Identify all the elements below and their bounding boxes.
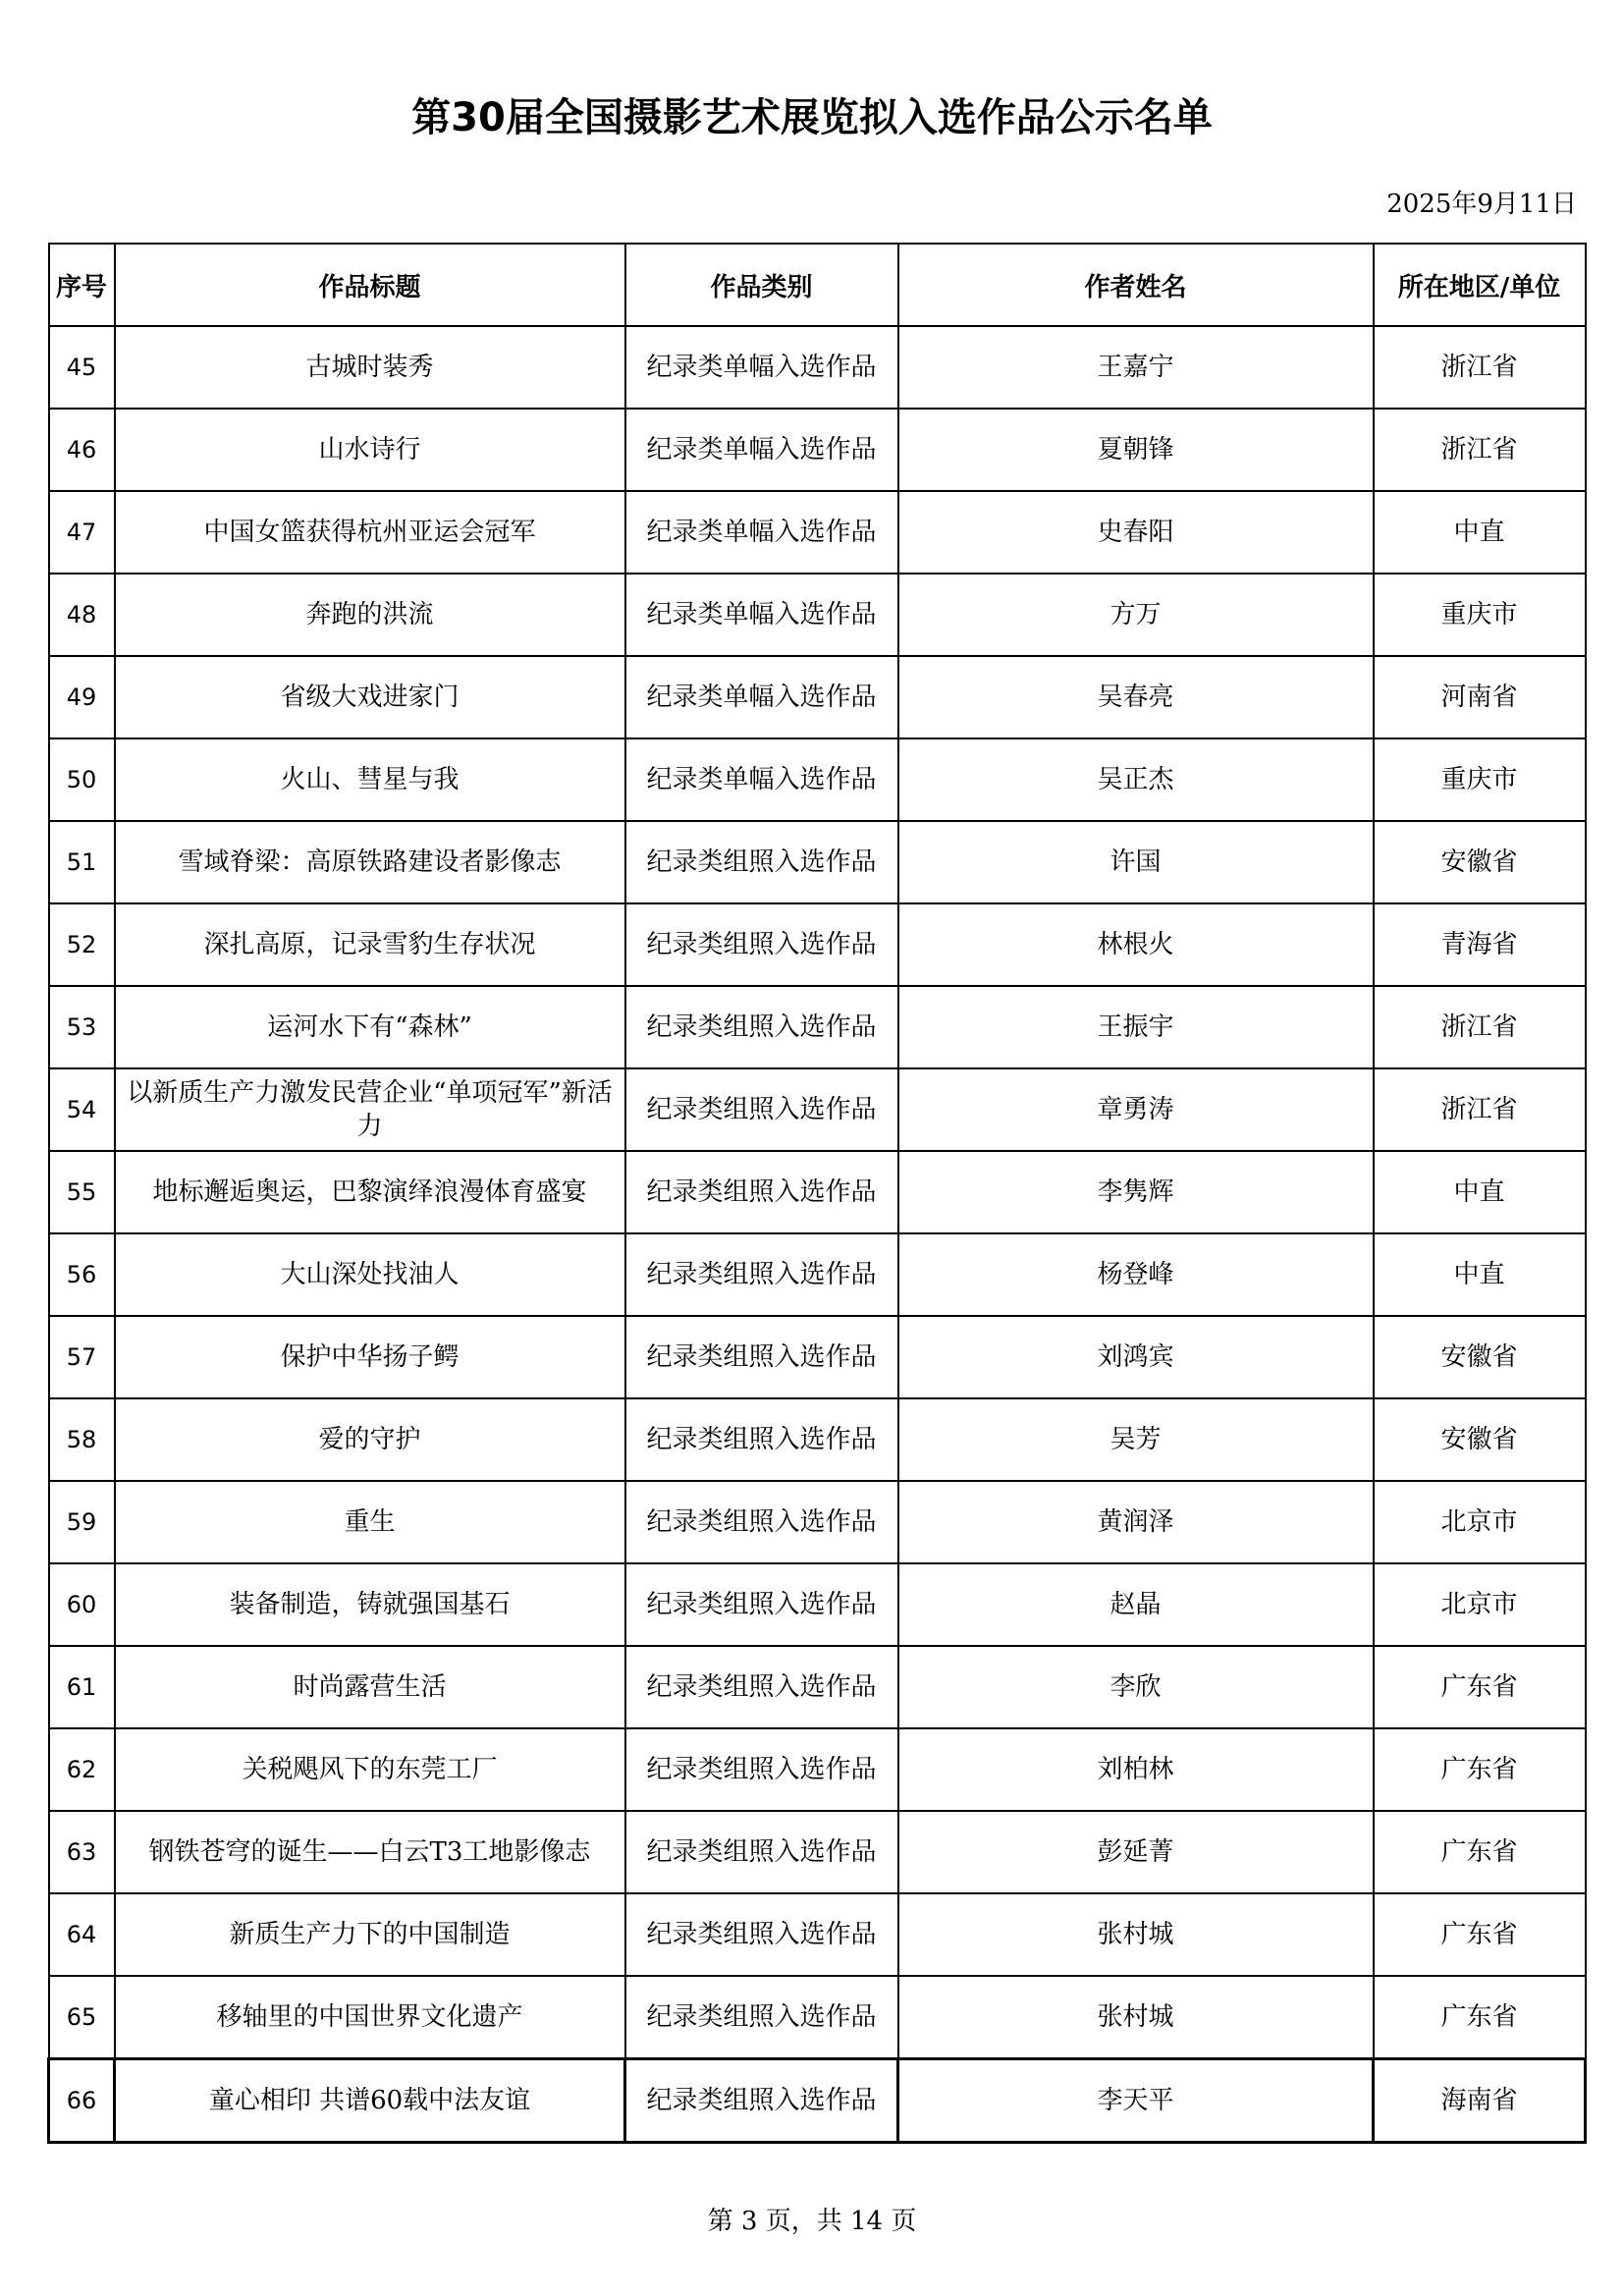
cell-region: 广东省 (1374, 1728, 1586, 1811)
cell-category: 纪录类组照入选作品 (625, 1976, 898, 2059)
cell-number: 46 (49, 409, 115, 491)
cell-work-title: 钢铁苍穹的诞生——白云T3工地影像志 (115, 1811, 625, 1893)
header-region: 所在地区/单位 (1374, 244, 1586, 326)
cell-author: 史春阳 (898, 491, 1374, 574)
table-row (49, 409, 1586, 491)
table-row (49, 903, 1586, 986)
cell-number: 58 (49, 1398, 115, 1481)
cell-work-title: 山水诗行 (115, 409, 625, 491)
cell-work-title: 火山、彗星与我 (115, 738, 625, 821)
cell-number: 56 (49, 1233, 115, 1316)
cell-region: 中直 (1374, 491, 1586, 574)
table-row (49, 1316, 1586, 1398)
table-row (49, 1976, 1586, 2059)
cell-category: 纪录类单幅入选作品 (625, 409, 898, 491)
cell-number: 62 (49, 1728, 115, 1811)
cell-work-title: 保护中华扬子鳄 (115, 1316, 625, 1398)
cell-work-title: 地标邂逅奥运，巴黎演绎浪漫体育盛宴 (115, 1151, 625, 1233)
cell-work-title: 装备制造，铸就强国基石 (115, 1563, 625, 1646)
cell-number: 52 (49, 903, 115, 986)
publish-date: 2025年9月11日 (1386, 190, 1577, 219)
table-row (49, 656, 1586, 738)
cell-work-title: 大山深处找油人 (115, 1233, 625, 1316)
cell-number: 66 (49, 2059, 115, 2143)
cell-work-title: 奔跑的洪流 (115, 574, 625, 656)
header-number: 序号 (49, 244, 115, 326)
cell-category: 纪录类组照入选作品 (625, 1151, 898, 1233)
header-author: 作者姓名 (898, 244, 1374, 326)
cell-region: 重庆市 (1374, 738, 1586, 821)
cell-author: 张村城 (898, 1976, 1374, 2059)
table-row (49, 1398, 1586, 1481)
cell-category: 纪录类组照入选作品 (625, 1316, 898, 1398)
cell-number: 59 (49, 1481, 115, 1563)
cell-region: 广东省 (1374, 1646, 1586, 1728)
cell-region: 浙江省 (1374, 409, 1586, 491)
table-row (49, 1481, 1586, 1563)
cell-author: 李天平 (898, 2059, 1374, 2143)
page-footer: 第 3 页，共 14 页 (707, 2207, 917, 2236)
cell-region: 中直 (1374, 1151, 1586, 1233)
cell-author: 王振宇 (898, 986, 1374, 1068)
cell-author: 赵晶 (898, 1563, 1374, 1646)
cell-region: 中直 (1374, 1233, 1586, 1316)
table-row (49, 1893, 1586, 1976)
table-row (49, 986, 1586, 1068)
cell-work-title: 以新质生产力激发民营企业“单项冠军”新活力 (115, 1068, 625, 1151)
cell-category: 纪录类单幅入选作品 (625, 738, 898, 821)
cell-work-title: 深扎高原，记录雪豹生存状况 (115, 903, 625, 986)
table-body (49, 326, 1586, 2143)
table-row (49, 1728, 1586, 1811)
cell-category: 纪录类组照入选作品 (625, 1398, 898, 1481)
cell-author: 李欣 (898, 1646, 1374, 1728)
cell-number: 57 (49, 1316, 115, 1398)
cell-work-title: 童心相印 共谱60载中法友谊 (115, 2059, 625, 2143)
cell-number: 49 (49, 656, 115, 738)
cell-region: 安徽省 (1374, 1316, 1586, 1398)
cell-author: 张村城 (898, 1893, 1374, 1976)
cell-author: 吴正杰 (898, 738, 1374, 821)
cell-author: 刘鸿宾 (898, 1316, 1374, 1398)
cell-author: 黄润泽 (898, 1481, 1374, 1563)
header-work-title: 作品标题 (115, 244, 625, 326)
cell-author: 杨登峰 (898, 1233, 1374, 1316)
table-row (49, 491, 1586, 574)
cell-category: 纪录类组照入选作品 (625, 1481, 898, 1563)
cell-number: 51 (49, 821, 115, 903)
cell-author: 李隽辉 (898, 1151, 1374, 1233)
table-row (49, 1068, 1586, 1151)
table-row (49, 1646, 1586, 1728)
cell-category: 纪录类单幅入选作品 (625, 326, 898, 409)
cell-author: 刘柏林 (898, 1728, 1374, 1811)
cell-region: 安徽省 (1374, 1398, 1586, 1481)
cell-category: 纪录类组照入选作品 (625, 1646, 898, 1728)
cell-number: 61 (49, 1646, 115, 1728)
cell-work-title: 中国女篮获得杭州亚运会冠军 (115, 491, 625, 574)
cell-number: 54 (49, 1068, 115, 1151)
page-title: 第30届全国摄影艺术展览拟入选作品公示名单 (411, 95, 1213, 140)
cell-work-title: 爱的守护 (115, 1398, 625, 1481)
cell-category: 纪录类组照入选作品 (625, 1893, 898, 1976)
cell-author: 吴芳 (898, 1398, 1374, 1481)
cell-category: 纪录类组照入选作品 (625, 903, 898, 986)
cell-region: 广东省 (1374, 1811, 1586, 1893)
cell-number: 45 (49, 326, 115, 409)
table-row (49, 574, 1586, 656)
cell-region: 浙江省 (1374, 326, 1586, 409)
cell-author: 许国 (898, 821, 1374, 903)
cell-category: 纪录类组照入选作品 (625, 1563, 898, 1646)
cell-number: 60 (49, 1563, 115, 1646)
cell-author: 林根火 (898, 903, 1374, 986)
cell-number: 63 (49, 1811, 115, 1893)
cell-work-title: 新质生产力下的中国制造 (115, 1893, 625, 1976)
cell-category: 纪录类单幅入选作品 (625, 574, 898, 656)
table-row (49, 821, 1586, 903)
cell-work-title: 时尚露营生活 (115, 1646, 625, 1728)
cell-category: 纪录类单幅入选作品 (625, 656, 898, 738)
cell-author: 方万 (898, 574, 1374, 656)
cell-work-title: 省级大戏进家门 (115, 656, 625, 738)
cell-region: 河南省 (1374, 656, 1586, 738)
cell-work-title: 移轴里的中国世界文化遗产 (115, 1976, 625, 2059)
cell-author: 吴春亮 (898, 656, 1374, 738)
table-row (49, 326, 1586, 409)
table-row (49, 1151, 1586, 1233)
cell-number: 48 (49, 574, 115, 656)
cell-category: 纪录类单幅入选作品 (625, 491, 898, 574)
cell-work-title: 关税飓风下的东莞工厂 (115, 1728, 625, 1811)
cell-number: 50 (49, 738, 115, 821)
cell-author: 彭延菁 (898, 1811, 1374, 1893)
cell-work-title: 运河水下有“森林” (115, 986, 625, 1068)
cell-region: 重庆市 (1374, 574, 1586, 656)
cell-region: 北京市 (1374, 1481, 1586, 1563)
cell-author: 王嘉宁 (898, 326, 1374, 409)
cell-category: 纪录类组照入选作品 (625, 986, 898, 1068)
cell-author: 夏朝锋 (898, 409, 1374, 491)
cell-region: 浙江省 (1374, 1068, 1586, 1151)
candidate-list-table (47, 243, 1587, 2144)
cell-category: 纪录类组照入选作品 (625, 1233, 898, 1316)
cell-region: 广东省 (1374, 1893, 1586, 1976)
table-header-row (49, 244, 1586, 326)
cell-number: 53 (49, 986, 115, 1068)
cell-category: 纪录类组照入选作品 (625, 821, 898, 903)
table-row (49, 2059, 1586, 2143)
cell-category: 纪录类组照入选作品 (625, 1811, 898, 1893)
cell-work-title: 古城时装秀 (115, 326, 625, 409)
cell-author: 章勇涛 (898, 1068, 1374, 1151)
cell-category: 纪录类组照入选作品 (625, 1728, 898, 1811)
table-row (49, 1563, 1586, 1646)
cell-number: 55 (49, 1151, 115, 1233)
table-row (49, 1233, 1586, 1316)
cell-region: 浙江省 (1374, 986, 1586, 1068)
cell-region: 海南省 (1374, 2059, 1586, 2143)
cell-work-title: 雪域脊梁：高原铁路建设者影像志 (115, 821, 625, 903)
table-row (49, 738, 1586, 821)
header-category: 作品类别 (625, 244, 898, 326)
cell-region: 北京市 (1374, 1563, 1586, 1646)
cell-region: 安徽省 (1374, 821, 1586, 903)
cell-category: 纪录类组照入选作品 (625, 2059, 898, 2143)
cell-number: 65 (49, 1976, 115, 2059)
cell-number: 47 (49, 491, 115, 574)
cell-region: 青海省 (1374, 903, 1586, 986)
cell-work-title: 重生 (115, 1481, 625, 1563)
cell-number: 64 (49, 1893, 115, 1976)
cell-category: 纪录类组照入选作品 (625, 1068, 898, 1151)
cell-region: 广东省 (1374, 1976, 1586, 2059)
table-row (49, 1811, 1586, 1893)
